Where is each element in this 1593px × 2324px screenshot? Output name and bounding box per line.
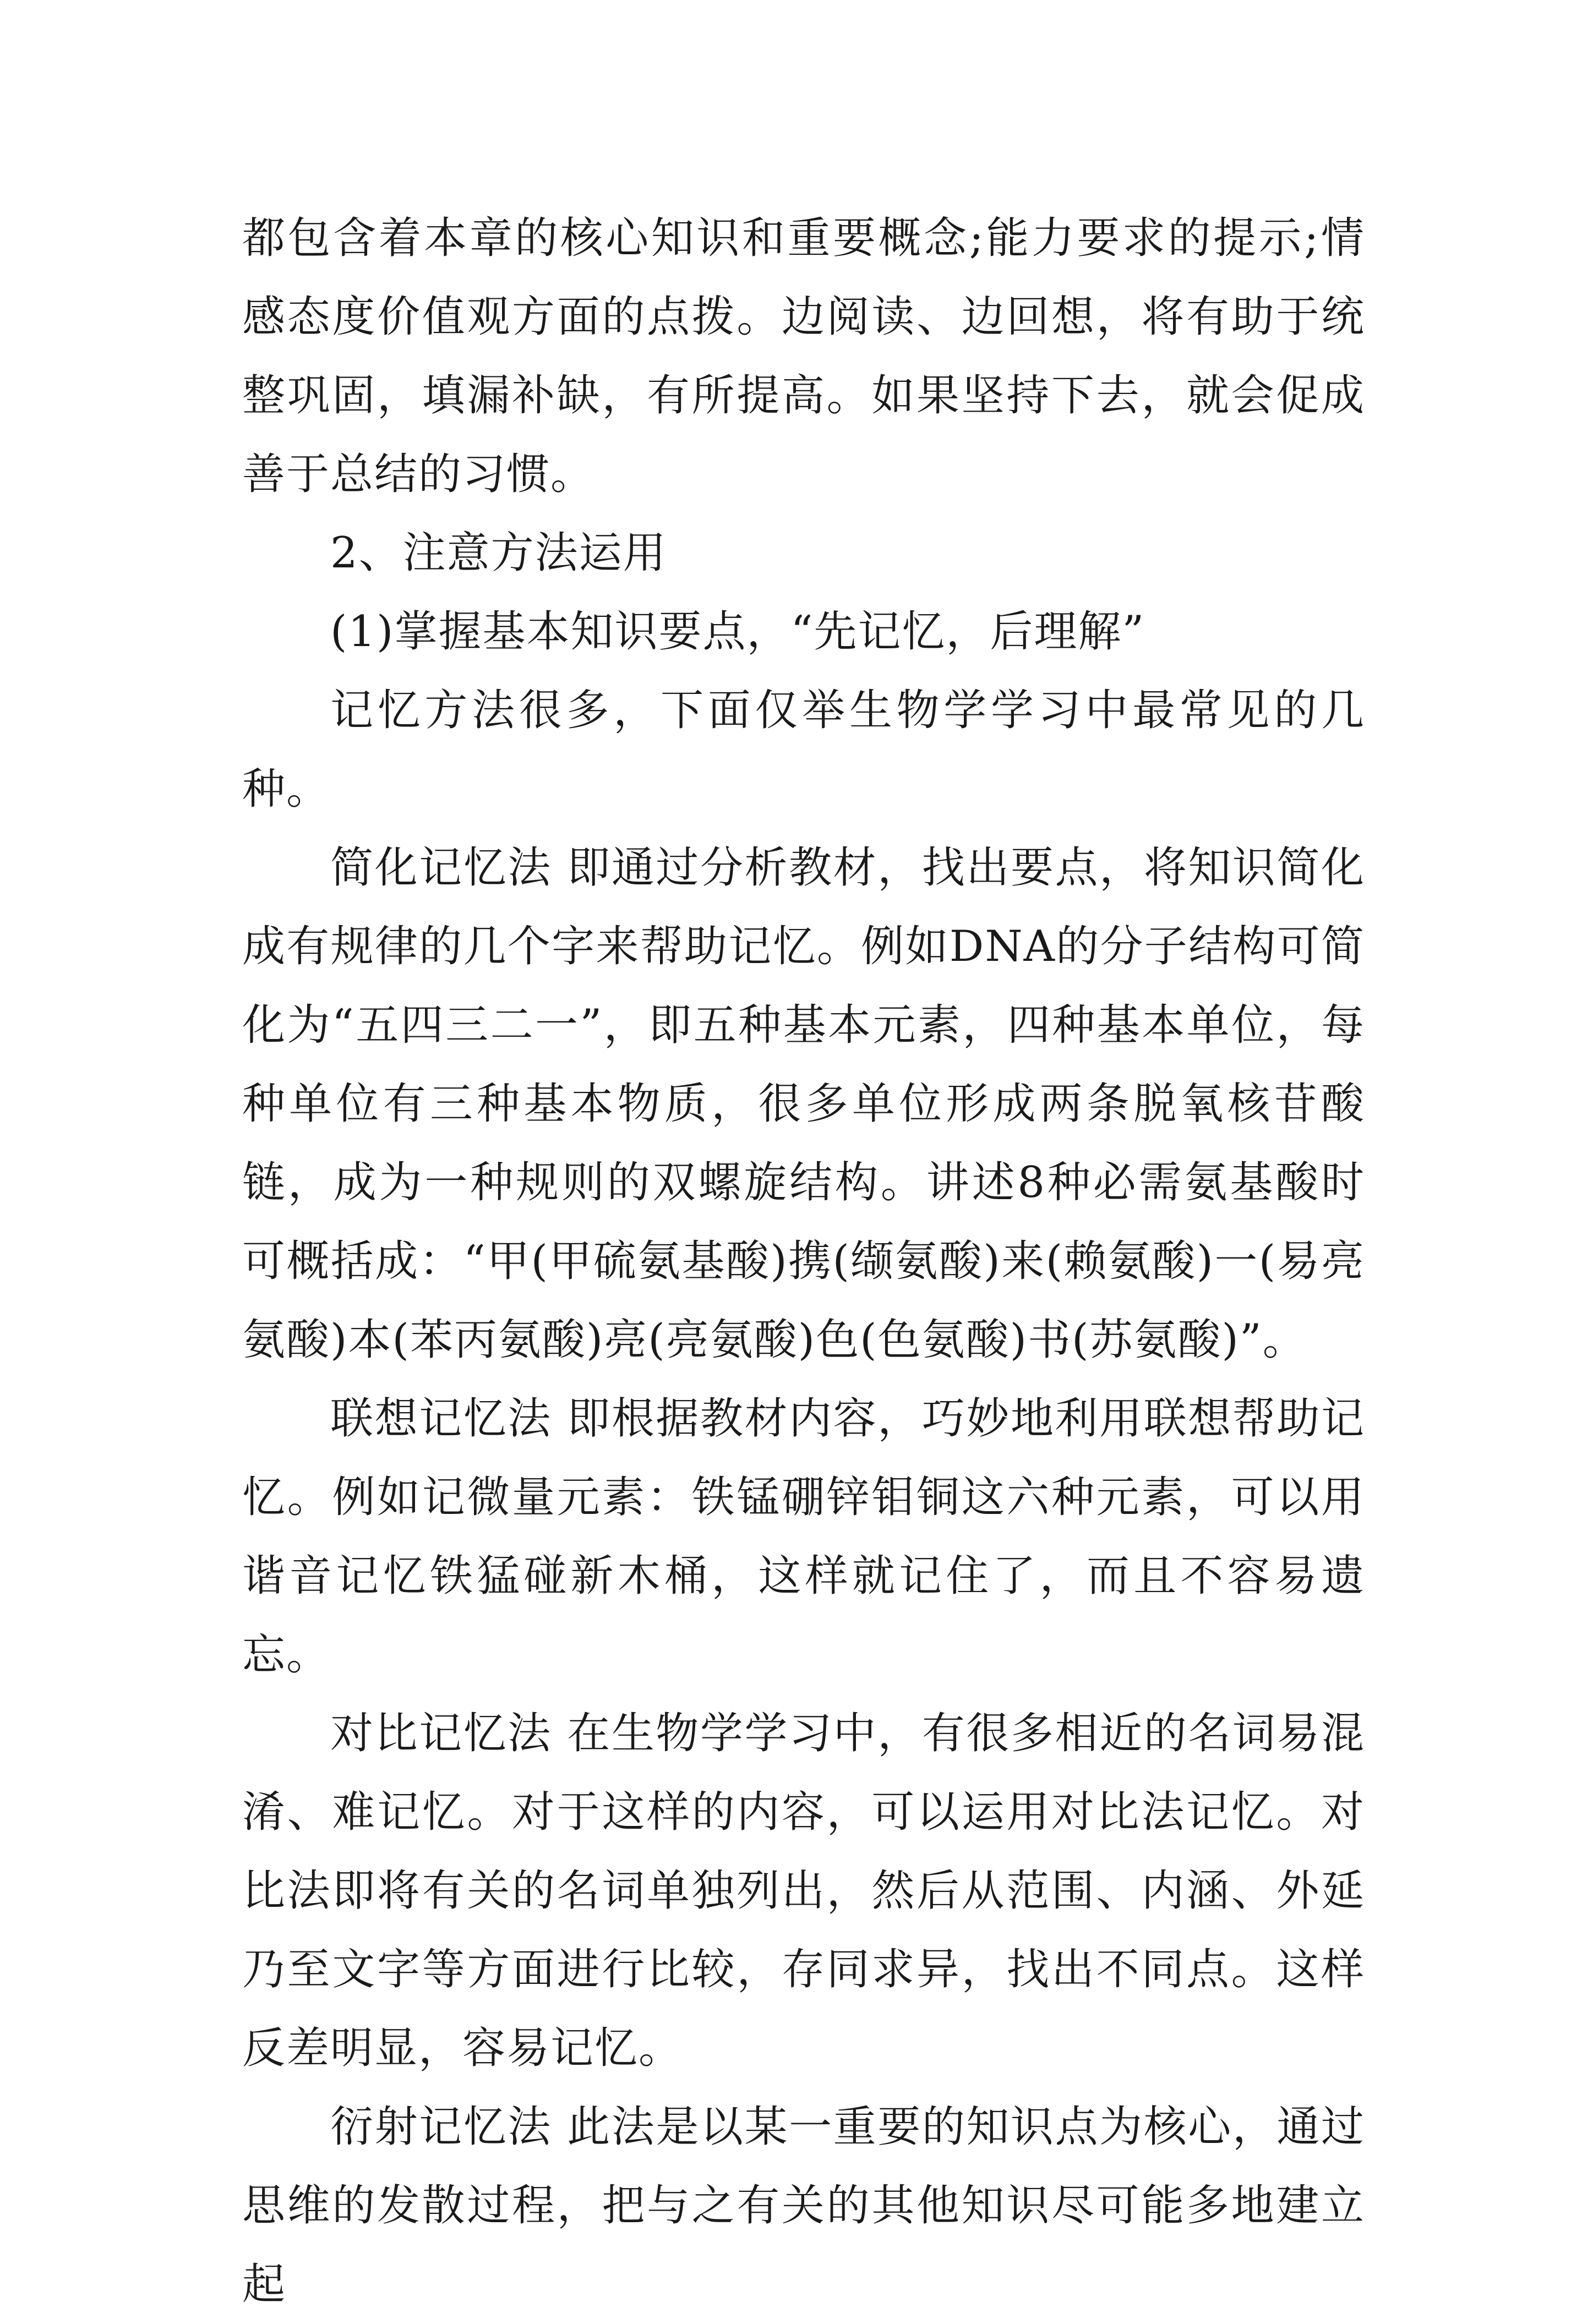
paragraph-contrast-memory: 对比记忆法 在生物学学习中，有很多相近的名词易混淆、难记忆。对于这样的内容，可以运用对比法记忆。对比法即将有关的名词单独列出，然后从范围、内涵、外延乃至文字等方面进行比较，存同求异，找出不同点。这样反差明显，容易记忆。 bbox=[242, 1709, 1365, 2073]
paragraph-simplified-memory: 简化记忆法 即通过分析教材，找出要点，将知识简化成有规律的几个字来帮助记忆。例如DNA的分子结构可简化为“五四三二一”，即五种基本元素，四种基本单位，每种单位有三种基本物质，很多单位形成两条脱氧核苷酸链，成为一种规则的双螺旋结构。讲述8种必需氨基酸时可概括成：“甲(甲硫氨基酸)携(缬氨酸)来(赖氨酸)一(易亮氨酸)本(苯丙氨酸)亮(亮氨酸)色(色氨酸)书(苏氨酸)”。 bbox=[242, 843, 1365, 1365]
paragraph-memory-methods-intro: 记忆方法很多，下面仅举生物学学习中最常见的几种。 bbox=[242, 686, 1365, 814]
paragraph-diffraction-memory: 衍射记忆法 此法是以某一重要的知识点为核心，通过思维的发散过程，把与之有关的其他知识尽可能多地建立起 bbox=[242, 2102, 1365, 2309]
subheading-memorize: (1)掌握基本知识要点，“先记忆，后理解” bbox=[330, 607, 1145, 657]
section-heading-method: 2、注意方法运用 bbox=[330, 528, 667, 578]
paragraph-1: 都包含着本章的核心知识和重要概念;能力要求的提示;情感态度价值观方面的点拨。边阅读、边回想，将有助于统整巩固，填漏补缺，有所提高。如果坚持下去，就会促成善于总结的习惯。 bbox=[242, 214, 1365, 499]
document-body bbox=[242, 199, 1365, 2324]
paragraph-association-memory: 联想记忆法 即根据教材内容，巧妙地利用联想帮助记忆。例如记微量元素：铁锰硼锌钼铜这六种元素，可以用谐音记忆铁猛碰新木桶，这样就记住了，而且不容易遗忘。 bbox=[242, 1394, 1365, 1680]
